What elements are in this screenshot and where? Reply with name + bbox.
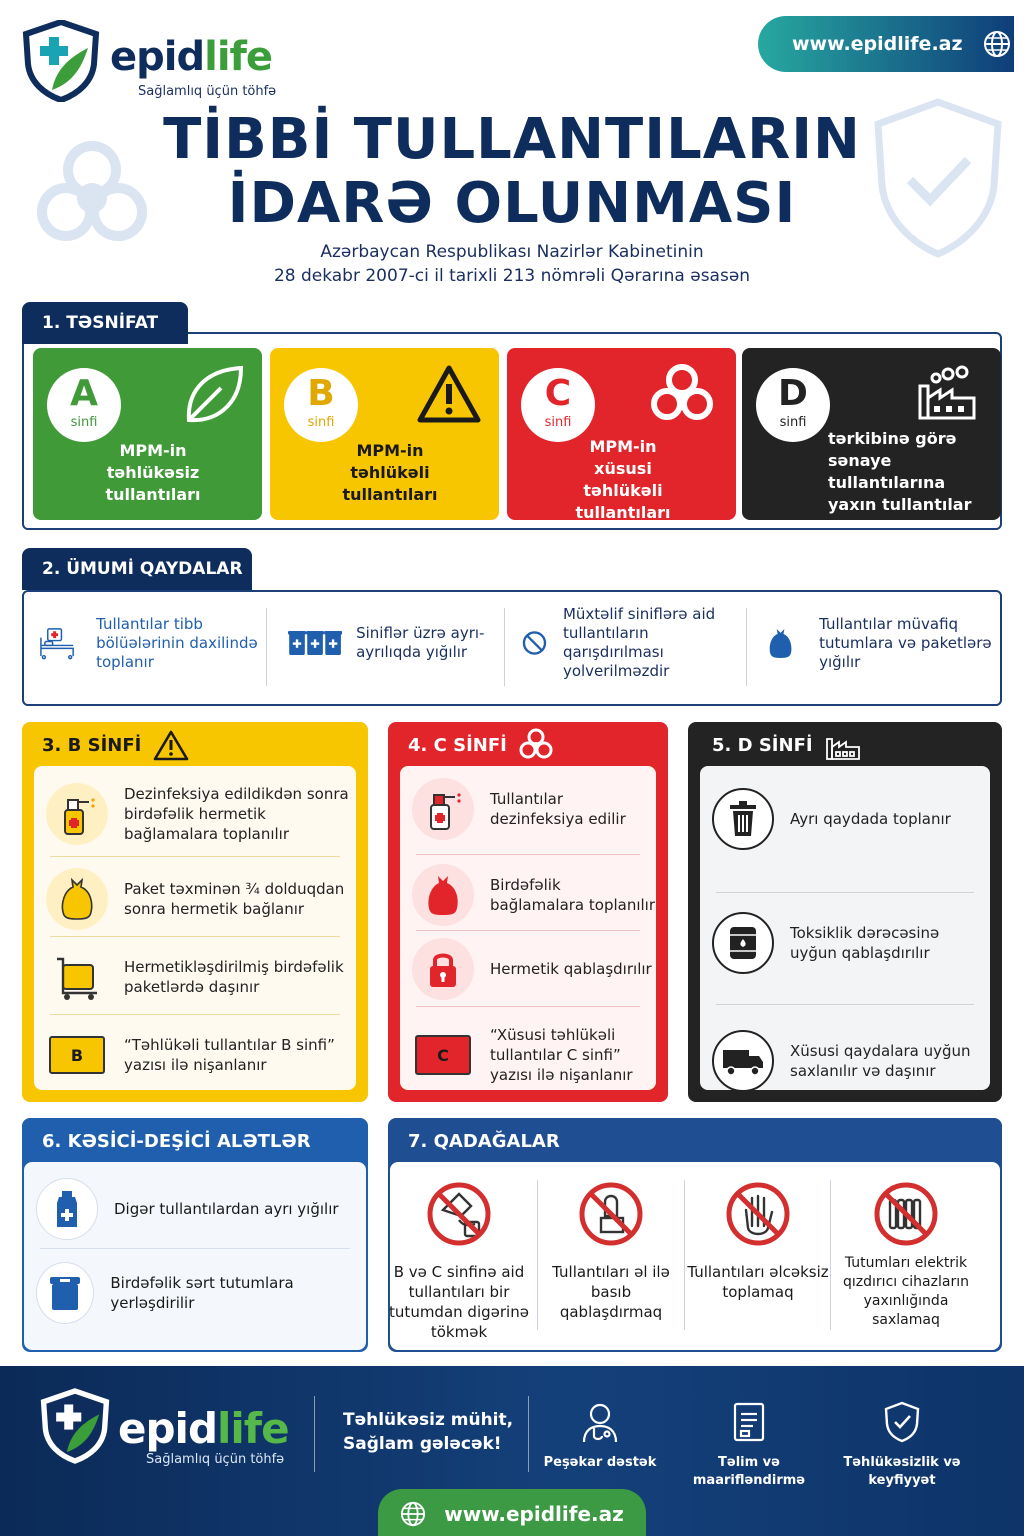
list-item xyxy=(34,944,356,1010)
item-separator xyxy=(50,936,340,937)
footer-divider xyxy=(528,1396,529,1472)
general-rules-heading: 2. ÜMUMİ QAYDALAR xyxy=(22,548,252,590)
sharps-heading: 6. KƏSİCİ-DEŞİCİ ALƏTLƏR xyxy=(42,1130,311,1152)
sharps-panel xyxy=(22,1118,368,1352)
hospital-bed-icon xyxy=(38,610,76,676)
class-c-heading: 4. C SİNFİ xyxy=(408,734,507,756)
prohibition-text: Tullantıları əl ilə basıb qablaşdırmaq xyxy=(552,1263,670,1321)
footer-feature-support xyxy=(540,1400,660,1472)
title-line-1: TİBBİ TULLANTILARIN xyxy=(163,107,861,172)
item-text: Dezinfeksiya edildikdən sonra birdəfəlik hermetik bağlamalara toplanılır xyxy=(124,785,349,843)
class-card-d xyxy=(742,348,1001,520)
logo-tagline: Sağlamlıq üçün töhfə xyxy=(138,84,277,99)
feature-label: Peşəkar dəstək xyxy=(543,1455,657,1470)
class-letter: C xyxy=(544,373,572,414)
footer-website-url: www.epidlife.az xyxy=(444,1502,624,1526)
no-bare-hands-icon xyxy=(724,1180,792,1248)
rule-divider xyxy=(746,608,747,686)
leaf-icon xyxy=(181,362,247,428)
classification-heading: 1. TƏSNİFAT xyxy=(22,302,188,344)
prohibition-text: Tutumları elektrik qızdırıcı cihazların yaxınlığında saxlamaq xyxy=(843,1255,969,1328)
item-text: Hermetik qablaşdırılır xyxy=(490,960,652,978)
red-bag-icon xyxy=(412,864,474,926)
class-suffix: sinfi xyxy=(307,415,335,430)
no-heater-icon xyxy=(872,1180,940,1248)
item-text: Tullantılar dezinfeksiya edilir xyxy=(490,790,626,828)
class-c-body xyxy=(400,766,656,1090)
label-box-icon xyxy=(412,1024,474,1086)
slogan-line-1: Təhlükəsiz mühit, xyxy=(343,1410,514,1430)
slogan-line-2: Sağlam gələcək! xyxy=(343,1434,502,1454)
list-item xyxy=(400,936,656,1002)
footer-slogan xyxy=(343,1408,513,1456)
prohibition-item-1 xyxy=(386,1180,532,1342)
barrel-icon xyxy=(712,912,774,974)
no-pouring-icon xyxy=(425,1180,493,1248)
biohazard-icon xyxy=(519,728,553,762)
class-badge-a xyxy=(47,368,121,442)
prohibitions-heading: 7. QADAĞALAR xyxy=(408,1130,560,1152)
prohibition-item-4 xyxy=(831,1180,981,1330)
footer-brand-part1: epid xyxy=(118,1404,218,1453)
rule-item-2 xyxy=(288,598,500,688)
rule-divider xyxy=(266,608,267,686)
rule-item-3 xyxy=(522,598,742,688)
label-badge-b: B xyxy=(49,1036,105,1074)
footer xyxy=(0,1366,1024,1536)
item-text: Birdəfəlik bağlamalara toplanılır xyxy=(490,876,655,914)
prohibition-item-3 xyxy=(685,1180,831,1302)
class-card-b xyxy=(270,348,499,520)
padlock-icon xyxy=(412,938,474,1000)
class-d-heading: 5. D SİNFİ xyxy=(712,734,813,756)
no-hand-press-icon xyxy=(577,1180,645,1248)
item-text: “Təhlükəli tullantılar B sinfi” yazısı ilə nişanlanır xyxy=(124,1036,335,1074)
footer-feature-training xyxy=(666,1400,832,1490)
rule-item-1 xyxy=(38,598,260,688)
class-suffix: sinfi xyxy=(779,415,807,430)
waste-bag-icon xyxy=(768,610,793,676)
globe-icon xyxy=(400,1501,426,1527)
class-c-panel xyxy=(388,722,668,1102)
logo-shield-icon xyxy=(22,20,100,102)
list-item xyxy=(400,776,656,842)
class-b-heading: 3. B SİNFİ xyxy=(42,734,142,756)
item-text: Xüsusi qaydalara uyğun saxlanılır və daşınır xyxy=(790,1042,971,1080)
document-icon xyxy=(731,1400,767,1444)
website-url: www.epidlife.az xyxy=(792,33,963,55)
class-card-c xyxy=(507,348,736,520)
list-item xyxy=(24,1176,366,1242)
item-text: Paket təxminən ¾ dolduqdan sonra hermetik bağlanır xyxy=(124,880,345,918)
page-subtitle xyxy=(0,240,1024,288)
list-item xyxy=(700,908,990,978)
rule-item-4 xyxy=(768,598,994,688)
class-description: MPM-in təhlükəli tullantıları xyxy=(342,441,438,504)
class-letter: D xyxy=(778,373,808,414)
label-box-icon xyxy=(46,1024,108,1086)
item-separator xyxy=(40,1248,350,1249)
class-description: MPM-in təhlükəsiz tullantıları xyxy=(105,441,201,504)
footer-tagline: Sağlamlıq üçün töhfə xyxy=(146,1452,285,1467)
list-item xyxy=(34,778,356,850)
class-d-panel xyxy=(688,722,1002,1102)
list-item xyxy=(400,1014,656,1096)
sharps-bottle-icon xyxy=(36,1178,98,1240)
trash-can-icon xyxy=(712,788,774,850)
feature-label: Təhlükəsizlik və keyfiyyət xyxy=(843,1455,961,1488)
feature-label: Təlim və maarifləndirmə xyxy=(692,1455,806,1488)
item-separator xyxy=(50,856,340,857)
rule-text: Tullantılar müvafiq tutumlara və paketlərə yığılır xyxy=(819,614,992,671)
item-separator xyxy=(416,854,640,855)
prohibition-item-2 xyxy=(538,1180,684,1322)
sharps-body xyxy=(24,1162,366,1350)
globe-icon xyxy=(983,30,1011,58)
item-text: Toksiklik dərəcəsinə uyğun qablaşdırılır xyxy=(790,924,940,962)
list-item xyxy=(34,866,356,932)
class-b-body xyxy=(34,766,356,1090)
class-c-header xyxy=(388,722,668,768)
item-separator xyxy=(716,892,974,893)
rule-divider xyxy=(504,608,505,686)
class-description: MPM-in xüsusi təhlükəli tullantıları xyxy=(575,437,671,522)
item-separator xyxy=(416,930,640,931)
biohazard-icon xyxy=(649,362,715,428)
trolley-icon xyxy=(46,946,108,1008)
sharps-header xyxy=(22,1118,368,1164)
yellow-bag-icon xyxy=(46,868,108,930)
rule-text: Siniflər üzrə ayrı-ayrılıqda yığılır xyxy=(356,624,485,661)
list-item xyxy=(700,784,990,854)
list-item xyxy=(34,1022,356,1088)
item-text: Birdəfəlik sərt tutumlara yerləşdirilir xyxy=(110,1274,294,1312)
footer-brand-part2: life xyxy=(217,1404,289,1453)
footer-brand[interactable] xyxy=(118,1404,289,1453)
prohibition-text: B və C sinfinə aid tullantıları bir tutumdan digərinə tökmək xyxy=(389,1263,529,1341)
waste-bins-icon xyxy=(288,621,342,665)
class-suffix: sinfi xyxy=(70,415,98,430)
factory-icon xyxy=(916,364,978,422)
label-badge-c: C xyxy=(415,1035,471,1075)
rule-text: Tullantılar tibb bölüələrinin daxilində toplanır xyxy=(96,614,258,671)
website-link[interactable] xyxy=(758,16,1014,72)
list-item xyxy=(400,862,656,928)
spray-bottle-icon xyxy=(412,778,474,840)
class-d-body xyxy=(700,766,990,1090)
class-letter: A xyxy=(70,373,98,414)
footer-divider xyxy=(314,1396,315,1472)
prohibitions-header xyxy=(388,1118,1002,1164)
class-badge-c xyxy=(521,368,595,442)
class-b-panel xyxy=(22,722,368,1102)
page-title xyxy=(0,108,1024,236)
item-text: Hermetikləşdirilmiş birdəfəlik paketlərdə daşınır xyxy=(124,958,344,996)
prohibition-text: Tullantıları əlcəksiz toplamaq xyxy=(687,1263,829,1301)
item-separator xyxy=(50,1014,340,1015)
list-item xyxy=(24,1260,366,1326)
item-separator xyxy=(716,1004,974,1005)
class-b-header xyxy=(22,722,368,768)
list-item xyxy=(700,1020,990,1102)
class-d-header xyxy=(688,722,1002,768)
item-separator xyxy=(416,1006,640,1007)
class-letter: B xyxy=(307,373,335,414)
factory-icon xyxy=(825,729,861,761)
truck-icon xyxy=(712,1030,774,1092)
class-badge-b xyxy=(284,368,358,442)
subtitle-line-2: 28 dekabr 2007-ci il tarixli 213 nömrəli Qərarına əsasən xyxy=(273,266,751,286)
spray-bottle-icon xyxy=(46,783,108,845)
class-description: tərkibinə görə sənaye tullantılarına yaxın tullantılar xyxy=(828,429,972,514)
class-badge-d xyxy=(756,368,830,442)
sharps-container-icon xyxy=(36,1262,94,1324)
class-card-a xyxy=(33,348,262,520)
header-logo[interactable] xyxy=(22,20,302,104)
item-text: Digər tullantılardan ayrı yığılır xyxy=(114,1200,339,1218)
shield-check-icon xyxy=(882,1400,922,1444)
class-suffix: sinfi xyxy=(544,415,572,430)
footer-feature-safety xyxy=(840,1400,964,1490)
rule-text: Müxtəlif siniflərə aid tullantıların qarışdırılması yolverilməzdir xyxy=(562,605,716,680)
warning-icon xyxy=(416,364,482,424)
footer-website-link[interactable] xyxy=(378,1489,646,1536)
title-line-2: İDARƏ OLUNMASI xyxy=(227,171,797,236)
doctor-icon xyxy=(580,1400,620,1444)
prohibited-icon xyxy=(522,611,547,675)
item-text: Ayrı qaydada toplanır xyxy=(790,810,951,828)
footer-logo-shield-icon xyxy=(40,1388,110,1464)
subtitle-line-1: Azərbaycan Respublikası Nazirlər Kabinetinin xyxy=(320,242,704,262)
warning-icon xyxy=(153,729,189,761)
item-text: “Xüsusi təhlükəli tullantılar C sinfi” yazısı ilə nişanlanır xyxy=(490,1026,633,1084)
logo-brand: epidlife xyxy=(110,34,273,80)
